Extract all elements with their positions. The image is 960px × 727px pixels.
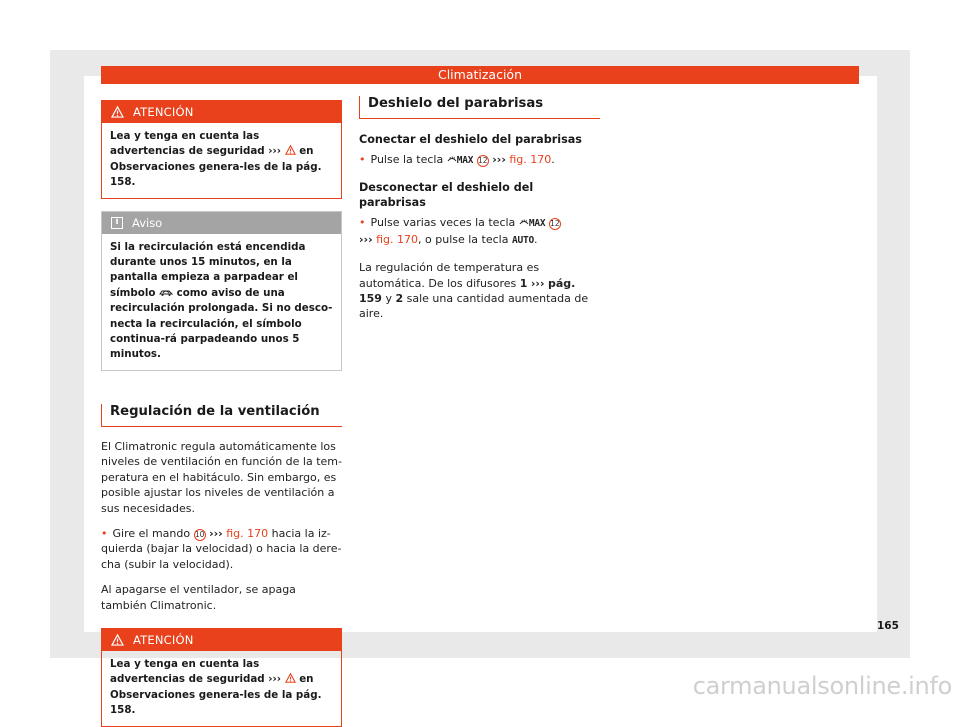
- recirculation-car-icon: [159, 288, 173, 297]
- ventilation-paragraph-1: El Climatronic regula automáticamente los niveles de ventilación en función de la tem-peratura en el habitáculo. Sin embargo, es posible ajustar los niveles de ventilación a sus necesidades.: [101, 439, 342, 515]
- warning-text: [102, 123, 341, 198]
- ventilation-bullet: [101, 526, 342, 572]
- warning-header: [102, 629, 341, 651]
- sentence-end: .: [551, 153, 555, 166]
- warning-text: [102, 651, 341, 726]
- warning-text-b: en Observaciones genera-les de la pág. 158.: [110, 145, 322, 189]
- bullet-dot-icon: •: [101, 526, 108, 540]
- page-number: 165: [877, 620, 899, 632]
- chapter-header: Climatización: [101, 66, 859, 84]
- sentence-end: .: [534, 232, 538, 246]
- defrost-on-text: Pulse la tecla: [370, 153, 444, 166]
- warning-text-a: Lea y tenga en cuenta las advertencias de seguridad ›››: [110, 657, 281, 686]
- note-text: [102, 234, 341, 370]
- vent-number-1: 1: [519, 276, 528, 290]
- warning-header: [102, 101, 341, 123]
- warning-box-1: [101, 100, 342, 199]
- warning-text-b: en Observaciones genera-les de la pág. 158.: [110, 673, 322, 717]
- auto-key-label: AUTO: [511, 234, 535, 246]
- right-column: [359, 96, 600, 322]
- defrost-off-text-b: , o pulse la tecla: [418, 232, 509, 246]
- warning-box-2: [101, 628, 342, 727]
- defrost-off-heading: Desconectar el deshielo del parabrisas: [359, 181, 534, 210]
- ventilation-paragraph-2: Al apagarse el ventilador, se apaga también Climatronic.: [101, 583, 296, 612]
- windshield-defrost-icon: [519, 217, 529, 226]
- conjunction: y: [385, 292, 392, 306]
- defrost-on-heading: Conectar el deshielo del parabrisas: [359, 133, 582, 146]
- defrost-paragraph-a: La regulación de temperatura es automática. De los difusores: [359, 261, 540, 290]
- defrost-title: Deshielo del parabrisas: [359, 96, 600, 119]
- warning-triangle-icon: [285, 145, 296, 155]
- note-box: [101, 211, 342, 371]
- warning-triangle-icon: [111, 106, 124, 118]
- watermark: carmanualsonline.info: [692, 672, 952, 700]
- note-heading: Aviso: [132, 215, 163, 230]
- bullet-text-b: hacia la iz-quierda (bajar la velocidad) o hacia la dere-cha (subir la velocidad).: [101, 526, 342, 571]
- warning-text-a: Lea y tenga en cuenta las advertencias de seguridad ›››: [110, 130, 281, 158]
- control-number-badge: 10: [194, 529, 205, 539]
- warning-triangle-icon: [111, 634, 124, 646]
- info-icon: i: [111, 217, 123, 229]
- bullet-dot-icon: •: [359, 153, 366, 166]
- defrost-off-bullet: [359, 215, 600, 248]
- bullet-text-a: Gire el mando: [112, 526, 191, 540]
- control-number-badge: 12: [550, 219, 560, 229]
- defrost-on-bullet: [359, 152, 600, 168]
- ref-arrows: ›››: [492, 153, 506, 166]
- max-key-label: MAX: [528, 218, 546, 230]
- warning-heading: ATENCIÓN: [133, 632, 194, 647]
- max-key-label: MAX: [456, 155, 474, 166]
- windshield-defrost-icon: [447, 154, 457, 163]
- figure-reference-link[interactable]: fig. 170: [509, 153, 552, 166]
- defrost-paragraph-c: sale una cantidad aumentada de aire.: [359, 292, 589, 321]
- note-text-b: como aviso de una recirculación prolongada. Si no desco-necta la recirculación, el símbolo continua-rá parpadeando unos 5 minutos.: [110, 286, 333, 361]
- note-header: [102, 212, 341, 234]
- ref-arrows: ›››: [359, 232, 373, 246]
- defrost-off-text: Pulse varias veces la tecla: [370, 216, 516, 230]
- note-text-a: Si la recirculación está encendida durante unos 15 minutos, en la pantalla empieza a parpadear el símbolo: [110, 240, 306, 299]
- ref-arrows: ›››: [209, 526, 223, 540]
- figure-reference-link[interactable]: fig. 170: [226, 526, 269, 540]
- defrost-paragraph: [359, 260, 600, 322]
- vent-number-2: 2: [395, 292, 404, 306]
- page-reference: pág. 159: [359, 276, 576, 306]
- ref-arrows: ›››: [530, 276, 545, 290]
- bullet-dot-icon: •: [359, 216, 366, 230]
- figure-reference-link[interactable]: fig. 170: [376, 232, 419, 246]
- warning-heading: ATENCIÓN: [133, 105, 194, 119]
- left-column: [101, 100, 342, 727]
- warning-triangle-icon: [285, 673, 296, 683]
- ventilation-title: Regulación de la ventilación: [101, 404, 342, 427]
- control-number-badge: 12: [477, 156, 488, 165]
